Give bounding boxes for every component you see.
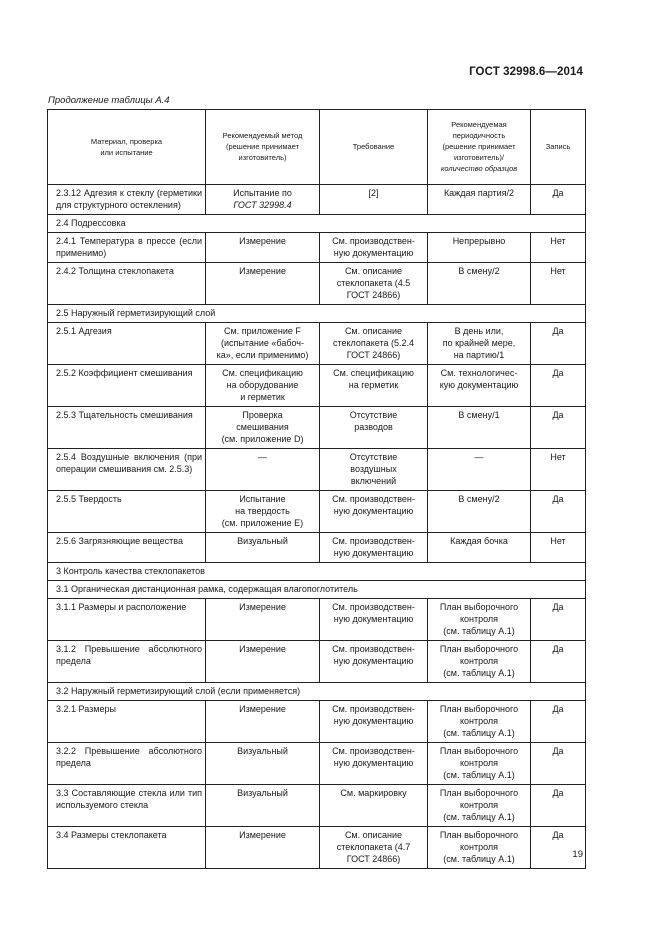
- cell-frequency: В смену/2: [428, 491, 531, 533]
- table-row: [48, 263, 586, 305]
- cell-method: См. приложение F (испытание «бабоч- ка», если применимо): [206, 323, 320, 365]
- method-text: Испытание по: [233, 188, 292, 198]
- column-header-requirement: Требование: [320, 110, 428, 185]
- table-section-row: [48, 581, 586, 599]
- table-row: [48, 743, 586, 785]
- cell-method: [206, 185, 320, 215]
- cell-requirement: Отсутствие воздушных включений: [320, 449, 428, 491]
- table-row: [48, 491, 586, 533]
- cell-method: Измерение: [206, 641, 320, 683]
- cell-method: Измерение: [206, 599, 320, 641]
- cell-method: Проверка смешивания (см. приложение D): [206, 407, 320, 449]
- cell-record: Да: [531, 407, 586, 449]
- cell-requirement: См. производствен- ную документацию: [320, 533, 428, 563]
- section-title: 3.2 Наружный герметизирующий слой (если применяется): [48, 683, 586, 701]
- table-row: [48, 407, 586, 449]
- cell-record: Нет: [531, 263, 586, 305]
- table-section-row: [48, 305, 586, 323]
- section-title: 3 Контроль качества стеклопакетов: [48, 563, 586, 581]
- cell-method: Визуальный: [206, 785, 320, 827]
- table-caption: Продолжение таблицы А.4: [48, 95, 170, 106]
- table-row: [48, 185, 586, 215]
- section-title: 3.1 Органическая дистанционная рамка, содержащая влагопоглотитель: [48, 581, 586, 599]
- table-row: [48, 365, 586, 407]
- cell-requirement: См. производствен- ную документацию: [320, 701, 428, 743]
- cell-method: Измерение: [206, 827, 320, 869]
- table-section-row: [48, 215, 586, 233]
- cell-material: 3.3 Составляющие стекла или тип используемого стекла: [48, 785, 206, 827]
- table-header-row: [48, 110, 586, 185]
- cell-material: 3.2.1 Размеры: [48, 701, 206, 743]
- table-section-row: [48, 563, 586, 581]
- cell-frequency: В смену/1: [428, 407, 531, 449]
- cell-material: 2.4.2 Толщина стеклопакета: [48, 263, 206, 305]
- cell-record: Да: [531, 743, 586, 785]
- cell-requirement: См. описание стеклопакета (4.5 ГОСТ 24866): [320, 263, 428, 305]
- table-row: [48, 599, 586, 641]
- cell-record: Да: [531, 599, 586, 641]
- table-row: [48, 449, 586, 491]
- cell-requirement: Отсутствие разводов: [320, 407, 428, 449]
- cell-requirement: См. описание стеклопакета (4.7 ГОСТ 24866): [320, 827, 428, 869]
- table-row: [48, 785, 586, 827]
- cell-record: Нет: [531, 533, 586, 563]
- cell-method: Визуальный: [206, 533, 320, 563]
- cell-frequency: Непрерывно: [428, 233, 531, 263]
- cell-frequency: План выборочного контроля (см. таблицу А.1): [428, 743, 531, 785]
- page-number: 19: [572, 849, 583, 860]
- cell-record: Да: [531, 641, 586, 683]
- table-section-row: [48, 683, 586, 701]
- cell-material: 2.5.1 Адгезия: [48, 323, 206, 365]
- cell-method: См. спецификацию на оборудование и герметик: [206, 365, 320, 407]
- cell-method: Измерение: [206, 233, 320, 263]
- table-row: [48, 533, 586, 563]
- column-header-frequency-italic: количество образцов: [440, 164, 518, 173]
- cell-material: 2.5.6 Загрязняющие вещества: [48, 533, 206, 563]
- cell-method: Испытание на твердость (см. приложение E): [206, 491, 320, 533]
- cell-frequency: План выборочного контроля (см. таблицу А.1): [428, 701, 531, 743]
- cell-record: Да: [531, 491, 586, 533]
- table-row: [48, 701, 586, 743]
- cell-requirement: [2]: [320, 185, 428, 215]
- table-row: [48, 233, 586, 263]
- cell-material: 2.3.12 Адгезия к стеклу (герметики для структурного остекления): [48, 185, 206, 215]
- cell-record: Да: [531, 323, 586, 365]
- cell-record: Да: [531, 365, 586, 407]
- table-row: [48, 641, 586, 683]
- cell-method: Измерение: [206, 263, 320, 305]
- cell-frequency: В смену/2: [428, 263, 531, 305]
- section-title: 2.4 Подрессовка: [48, 215, 586, 233]
- cell-frequency: План выборочного контроля (см. таблицу А.1): [428, 785, 531, 827]
- cell-material: 2.5.4 Воздушные включения (при операции смешивания см. 2.5.3): [48, 449, 206, 491]
- cell-record: Да: [531, 701, 586, 743]
- cell-requirement: См. производствен- ную документацию: [320, 641, 428, 683]
- table-row: [48, 323, 586, 365]
- column-header-record: Запись: [531, 110, 586, 185]
- cell-frequency: См. технологичес- кую документацию: [428, 365, 531, 407]
- cell-material: 3.4 Размеры стеклопакета: [48, 827, 206, 869]
- cell-frequency: —: [428, 449, 531, 491]
- cell-frequency: Каждая бочка: [428, 533, 531, 563]
- cell-frequency: План выборочного контроля (см. таблицу А.1): [428, 641, 531, 683]
- inspection-table: [47, 109, 586, 869]
- cell-record: Нет: [531, 449, 586, 491]
- cell-method: Измерение: [206, 701, 320, 743]
- cell-requirement: См. производствен- ную документацию: [320, 599, 428, 641]
- column-header-frequency-text: Рекомендуемая периодичность (решение принимает изготовитель)/: [442, 120, 516, 162]
- cell-requirement: См. производствен- ную документацию: [320, 233, 428, 263]
- cell-frequency: План выборочного контроля (см. таблицу А.1): [428, 827, 531, 869]
- cell-record: Да: [531, 785, 586, 827]
- cell-frequency: План выборочного контроля (см. таблицу А.1): [428, 599, 531, 641]
- table-row: [48, 827, 586, 869]
- cell-record: Да: [531, 185, 586, 215]
- column-header-method: Рекомендуемый метод (решение принимает изготовитель): [206, 110, 320, 185]
- cell-requirement: См. производствен- ную документацию: [320, 491, 428, 533]
- cell-requirement: См. производствен- ную документацию: [320, 743, 428, 785]
- column-header-material: Материал, проверка или испытание: [48, 110, 206, 185]
- cell-method: —: [206, 449, 320, 491]
- cell-material: 2.4.1 Температура в прессе (если применимо): [48, 233, 206, 263]
- cell-record: Да: [531, 827, 586, 869]
- cell-method: Визуальный: [206, 743, 320, 785]
- cell-material: 3.2.2 Превышение абсолютного предела: [48, 743, 206, 785]
- cell-material: 2.5.2 Коэффициент смешивания: [48, 365, 206, 407]
- method-standard-ref: ГОСТ 32998.4: [233, 200, 292, 210]
- cell-requirement: См. описание стеклопакета (5.2.4 ГОСТ 24866): [320, 323, 428, 365]
- section-title: 2.5 Наружный герметизирующий слой: [48, 305, 586, 323]
- cell-requirement: См. спецификацию на герметик: [320, 365, 428, 407]
- cell-material: 3.1.1 Размеры и расположение: [48, 599, 206, 641]
- cell-record: Нет: [531, 233, 586, 263]
- cell-material: 2.5.3 Тщательность смешивания: [48, 407, 206, 449]
- column-header-frequency: [428, 110, 531, 185]
- cell-material: 2.5.5 Твердость: [48, 491, 206, 533]
- document-header: ГОСТ 32998.6—2014: [469, 66, 583, 78]
- cell-frequency: Каждая партия/2: [428, 185, 531, 215]
- cell-material: 3.1.2 Превышение абсолютного предела: [48, 641, 206, 683]
- cell-requirement: См. маркировку: [320, 785, 428, 827]
- cell-frequency: В день или, по крайней мере, на партию/1: [428, 323, 531, 365]
